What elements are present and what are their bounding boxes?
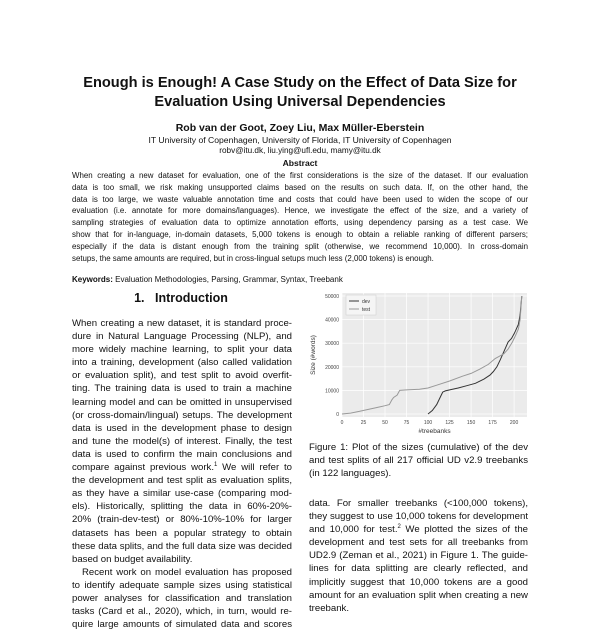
- text-line: tasks (Card et al., 2020), which, in turn, would re-: [72, 606, 292, 618]
- text-line: data is too small, we risk making unsupported claims based on the results on such data. If, on the other hand, the: [72, 182, 528, 192]
- text-line: data is too large, we waste valuable annotation time and costs that could have been used to widen the scope of our: [72, 194, 528, 204]
- text-line: UD2.9 (Zeman et al., 2021) in Figure 1. The guide-: [309, 550, 528, 562]
- text-line: based on budget availability.: [72, 553, 193, 565]
- text-line: (in 122 languages).: [309, 468, 392, 479]
- text-line: sampling strategies of evaluation data to optimize annotation efforts, using dependency parsing as a test case. We: [72, 218, 528, 228]
- footnote-marker[interactable]: 2: [397, 524, 401, 530]
- text-line: into a training, development (also called validation: [72, 357, 292, 369]
- text-line: dure in Natural Language Processing (NLP), and: [72, 331, 292, 343]
- text-line: and test splits of all 217 official UD v2.9 treebanks: [309, 455, 528, 466]
- x-tick-label: 0: [340, 420, 344, 426]
- x-tick-label: 125: [445, 420, 454, 426]
- text-line: ting. The training data is used to train a machine: [72, 383, 292, 395]
- text-line: Figure 1: Plot of the sizes (cumulative) of the dev: [309, 442, 528, 453]
- paper-title: [0, 74, 600, 112]
- text-line: els). Historically, splitting the data in 60%-20%-: [72, 501, 292, 513]
- x-tick-label: 200: [509, 420, 519, 426]
- text-line: these data splits, and the full data size was decided: [72, 540, 292, 552]
- text-line: learning model and can be omitted in unsupervised: [72, 396, 292, 408]
- x-tick-label: 25: [360, 420, 367, 426]
- text-line: compare against previous work.$^1$ We will refer to: [72, 461, 292, 474]
- section-number: 1.: [134, 291, 145, 305]
- text-line: lines for data splitting are clearly reflected, and: [309, 563, 528, 575]
- keywords-value: Evaluation Methodologies, Parsing, Grammar, Syntax, Treebank: [115, 275, 343, 284]
- y-tick-label: 0: [336, 412, 339, 418]
- text-line: the development and test split as evaluation splits,: [72, 475, 292, 487]
- affiliations: IT University of Copenhagen, University of Florida, IT University of Copenhagen: [148, 135, 452, 145]
- text-line: setups, the same amounts are required, but in cross-lingual setups much less (2,000 tokens) is enough.: [72, 253, 434, 263]
- y-tick-label: 40000: [325, 317, 339, 324]
- text-line: as they have a similar use-case (comparing mod-: [72, 488, 292, 500]
- emails: robv@itu.dk, liu.ying@ufl.edu, mamy@itu.dk: [219, 146, 381, 155]
- y-tick-label: 20000: [325, 364, 339, 371]
- y-tick-label: 30000: [325, 341, 339, 348]
- text-line: power analyses for classification and translation: [72, 592, 292, 604]
- text-line: Recent work on model evaluation has proposed: [82, 566, 292, 578]
- footnote-marker[interactable]: 1: [213, 461, 218, 468]
- text-line: (or cross-domain/lingual) setups. The development: [72, 409, 292, 421]
- x-tick-label: 75: [403, 420, 410, 426]
- x-tick-label: 150: [466, 420, 476, 426]
- legend-box: [346, 295, 376, 315]
- text-line: quire large amounts of simulated data and scores: [72, 619, 292, 631]
- text-line: data. For smaller treebanks (<100,000 tokens),: [309, 498, 528, 509]
- y-tick-label: 50000: [325, 294, 339, 300]
- abstract-heading: Abstract: [282, 158, 318, 168]
- text-line: treebank.: [309, 602, 350, 614]
- text-line: implicitly suggest that 10,000 tokens are a good: [309, 576, 528, 588]
- figure-1-chart: [300, 290, 540, 435]
- text-line: especially if the data is distant enough from the training split (otherwise, we recommend 10,000). In cross-domain: [72, 241, 528, 251]
- text-line: development and test sets for all treebanks from: [309, 537, 528, 549]
- title-line: Enough is Enough! A Case Study on the Effect of Data Size for: [83, 75, 517, 91]
- text-line: amount for an evaluation split when creating a new: [309, 589, 528, 601]
- x-axis-label: #treebanks: [418, 428, 451, 435]
- text-line: they suggest to use 10,000 tokens for development: [309, 511, 528, 523]
- text-line: more widely machine learning, to split your data: [72, 344, 292, 356]
- text-line: When creating a new dataset for evaluation, one of the first considerations is the size of the dataset. If our evaluation: [72, 171, 528, 180]
- left-column-text: [72, 317, 292, 631]
- legend-label-dev: dev: [362, 299, 371, 305]
- text-line: When creating a new dataset, it is standard proce-: [72, 318, 292, 329]
- section-heading: [72, 291, 290, 305]
- legend-label-test: test: [362, 307, 371, 313]
- authors: Rob van der Goot, Zoey Liu, Max Müller-Eberstein: [175, 122, 425, 134]
- title-line: Evaluation Using Universal Dependencies: [154, 94, 446, 110]
- text-line: evaluation (i.e. annotate for more domains/languages). Hence, we investigate the effect of the size, and a variety of: [72, 206, 528, 216]
- text-line: to identify adequate sample sizes using statistical: [72, 579, 292, 591]
- x-tick-label: 100: [423, 420, 433, 426]
- text-line: or evaluation split), and test split to avoid overfit-: [72, 370, 292, 382]
- text-line: data is used in the development phase to design: [72, 422, 292, 434]
- section-title: Introduction: [154, 291, 228, 305]
- keywords: [72, 275, 343, 284]
- right-column-text: [309, 497, 528, 615]
- text-line: 20% (train-dev-test) or 80%-10%-10% for larger: [72, 514, 292, 526]
- text-line: and 10,000 for test.$^2$ We plotted the sizes of the: [309, 524, 528, 536]
- x-tick-label: 50: [382, 420, 388, 426]
- keywords-label: Keywords:: [72, 275, 113, 284]
- figure-caption: [309, 441, 528, 480]
- y-tick-label: 10000: [325, 388, 339, 395]
- abstract-body: [72, 170, 528, 264]
- text-line: and tune the model(s) of interest. Finally, the test: [72, 435, 292, 447]
- x-tick-label: 175: [488, 420, 497, 426]
- text-line: datasets has been a popular strategy to obtain: [72, 527, 292, 539]
- text-line: show that for in-language, in-domain datasets, 5,000 tokens is enough to obtain a reliable ranking of different parsers;: [72, 229, 528, 239]
- y-axis-label: Size (#words): [310, 335, 317, 375]
- text-line: data is used to confirm the main conclusions and: [72, 448, 292, 460]
